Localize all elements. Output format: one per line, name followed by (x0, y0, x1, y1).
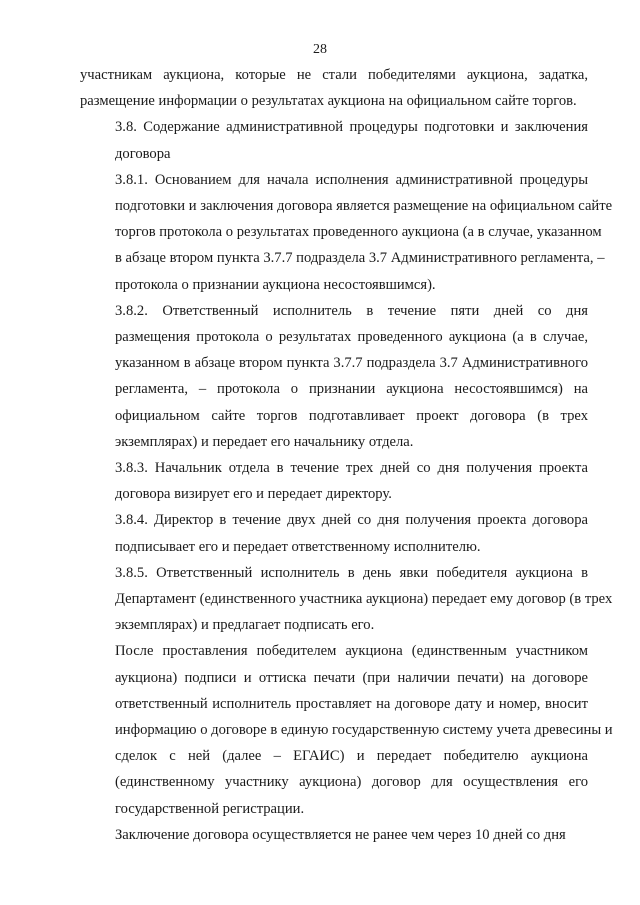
paragraph-p5 (80, 455, 588, 507)
text-line: Департамент (единственного участника аукциона) передает ему договор (в трех (115, 591, 613, 608)
text-line: аукциона) подписи и оттиска печати (при наличии печати) на договоре (115, 669, 588, 686)
paragraph-p4 (80, 298, 588, 455)
text-line: После проставления победителем аукциона (единственным участником (115, 643, 588, 660)
text-line: 3.8.3. Начальник отдела в течение трех дней со дня получения проекта (115, 460, 588, 477)
text-line: протокола о признании аукциона несостоявшимся). (115, 276, 436, 293)
paragraph-p3 (80, 167, 613, 298)
text-line: 3.8.4. Директор в течение двух дней со дня получения проекта договора (115, 512, 588, 529)
paragraph-p7 (80, 560, 613, 639)
text-line: Заключение договора осуществляется не ранее чем через 10 дней со дня (115, 826, 566, 843)
text-line: сделок с ней (далее – ЕГАИС) и передает победителю аукциона (115, 748, 588, 765)
text-line: торгов протокола о результатах проведенного аукциона (а в случае, указанном (115, 224, 602, 241)
text-line: указанном в абзаце втором пункта 3.7.7 подраздела 3.7 Административного (115, 355, 588, 372)
text-line: договора визирует его и передает директору. (115, 486, 392, 503)
text-line: (единственному участнику аукциона) договор для осуществления его (115, 774, 588, 791)
page-number: 28 (313, 42, 327, 57)
text-line: официальном сайте торгов подготавливает проект договора (в трех (115, 407, 588, 424)
paragraph-p2 (80, 114, 588, 166)
text-line: размещения протокола о результатах проведенного аукциона (а в случае, (115, 329, 588, 346)
text-line: подписывает его и передает ответственному исполнителю. (115, 538, 481, 555)
text-line: размещение информации о результатах аукциона на официальном сайте торгов. (80, 93, 577, 110)
text-line: регламента, – протокола о признании аукциона несостоявшимся) на (115, 381, 588, 398)
text-line: ответственный исполнитель проставляет на договоре дату и номер, вносит (115, 695, 588, 712)
paragraph-p1 (80, 62, 588, 114)
document-body (80, 62, 613, 848)
text-line: экземплярах) и передает его начальнику отдела. (115, 433, 414, 450)
text-line: 3.8.2. Ответственный исполнитель в течение пяти дней со дня (115, 302, 588, 319)
text-line: 3.8.5. Ответственный исполнитель в день явки победителя аукциона в (115, 564, 588, 581)
text-line: государственной регистрации. (115, 800, 305, 817)
paragraph-p6 (80, 507, 588, 559)
text-line: информацию о договоре в единую государственную систему учета древесины и (115, 722, 613, 739)
text-line: 3.8. Содержание административной процедуры подготовки и заключения (115, 119, 588, 136)
paragraph-p8 (80, 638, 613, 821)
text-line: 3.8.1. Основанием для начала исполнения административной процедуры (115, 171, 588, 188)
paragraph-p9 (80, 822, 588, 848)
text-line: договора (115, 145, 171, 162)
text-line: участникам аукциона, которые не стали победителями аукциона, задатка, (80, 67, 588, 83)
text-line: подготовки и заключения договора является размещение на официальном сайте (115, 198, 613, 215)
text-line: в абзаце втором пункта 3.7.7 подраздела 3.7 Административного регламента, – (115, 250, 605, 267)
text-line: экземплярах) и предлагает подписать его. (115, 617, 375, 634)
